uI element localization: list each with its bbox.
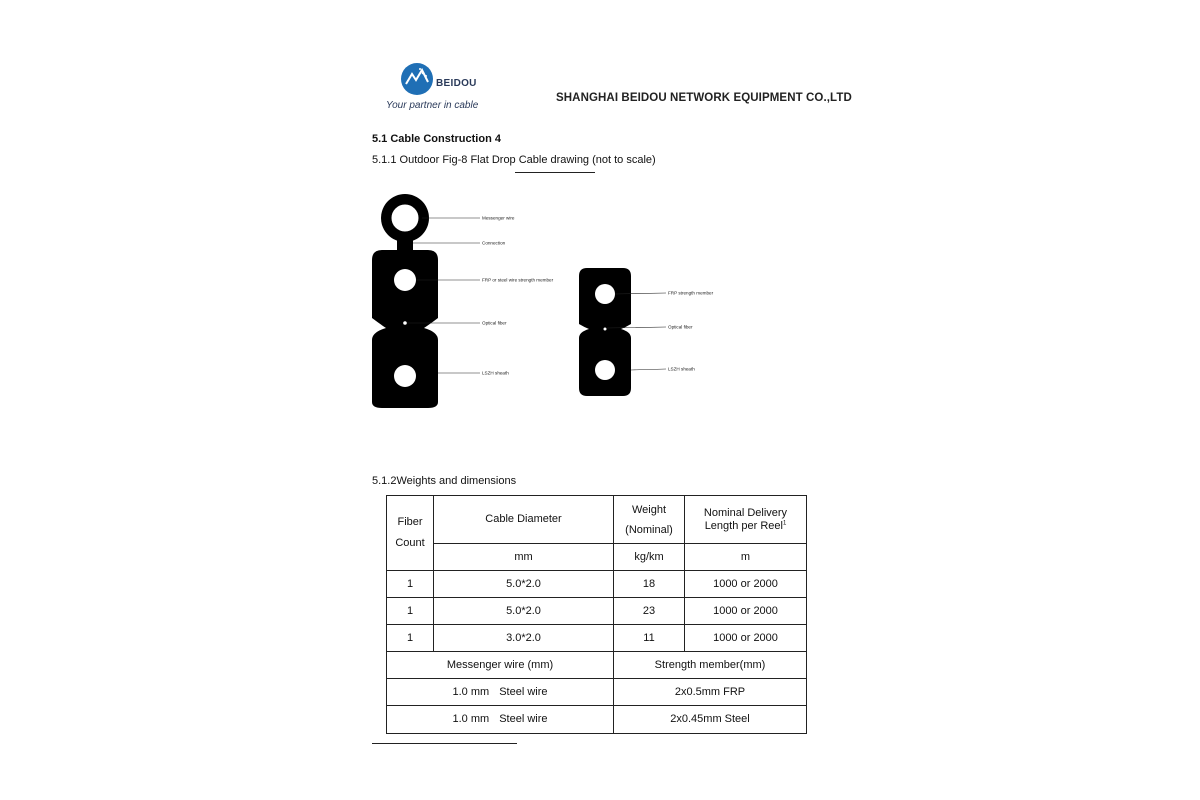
cell-diameter: 5.0*2.0 xyxy=(434,598,614,625)
header-cable-diameter: Cable Diameter xyxy=(434,496,614,544)
table-header-row xyxy=(387,496,807,544)
messenger-size: 1.0 mm xyxy=(452,713,490,726)
cell-diameter: 5.0*2.0 xyxy=(434,571,614,598)
cell-messenger-spec xyxy=(387,706,614,734)
table-units-row xyxy=(387,544,807,571)
weights-dimensions-table xyxy=(386,495,807,734)
cable-cross-section-drawing xyxy=(360,190,740,420)
label-optical-fiber: Optical fiber xyxy=(482,320,507,326)
caption-underline xyxy=(515,172,595,173)
unit-length: m xyxy=(685,544,807,571)
table-row xyxy=(387,625,807,652)
header-weight-line2: (Nominal) xyxy=(625,523,673,536)
table-row xyxy=(387,679,807,706)
messenger-size: 1.0 mm xyxy=(452,685,490,698)
flat-cable-small xyxy=(579,268,631,396)
label-lszh-sheath-right: LSZH sheath xyxy=(668,366,695,372)
header-weight xyxy=(614,496,685,544)
company-logo xyxy=(386,58,496,118)
table-caption: 5.1.2Weights and dimensions xyxy=(372,475,517,487)
footnote-separator xyxy=(372,743,517,744)
cell-messenger-spec xyxy=(387,679,614,706)
messenger-material: Steel wire xyxy=(499,685,548,698)
label-messenger-wire: Messenger wire xyxy=(482,215,515,221)
table-row xyxy=(387,706,807,734)
unit-weight: kg/km xyxy=(614,544,685,571)
label-frp-strength-member: FRP strength member xyxy=(668,290,714,296)
drawing-caption: 5.1.1 Outdoor Fig-8 Flat Drop Cable drawing (not to scale) xyxy=(372,154,656,166)
cell-fiber-count: 1 xyxy=(387,598,434,625)
cell-strength-spec: 2x0.45mm Steel xyxy=(614,706,807,734)
cell-length: 1000 or 2000 xyxy=(685,598,807,625)
cell-weight: 11 xyxy=(614,625,685,652)
subheader-messenger-wire: Messenger wire (mm) xyxy=(387,652,614,679)
table-row xyxy=(387,571,807,598)
label-strength-member: FRP or steel wire strength member xyxy=(482,277,554,283)
header-delivery-length xyxy=(685,496,807,544)
section-title: 5.1 Cable Construction 4 xyxy=(372,133,501,145)
subheader-strength-member: Strength member(mm) xyxy=(614,652,807,679)
cell-weight: 18 xyxy=(614,571,685,598)
table-subheader-row xyxy=(387,652,807,679)
header-delivery-line2: Length per Reel xyxy=(704,519,783,532)
header-weight-line1: Weight xyxy=(631,503,667,516)
beidou-globe-icon xyxy=(400,62,434,96)
logo-tagline: Your partner in cable xyxy=(386,100,479,111)
cell-length: 1000 or 2000 xyxy=(685,625,807,652)
label-optical-fiber-right: Optical fiber xyxy=(668,324,693,330)
messenger-material: Steel wire xyxy=(499,713,548,726)
company-name: SHANGHAI BEIDOU NETWORK EQUIPMENT CO.,LTD xyxy=(556,92,852,104)
fig8-cable-large xyxy=(372,194,438,408)
unit-diameter: mm xyxy=(434,544,614,571)
header-delivery-line1: Nominal Delivery xyxy=(703,506,788,519)
cell-weight: 23 xyxy=(614,598,685,625)
cell-strength-spec: 2x0.5mm FRP xyxy=(614,679,807,706)
cell-diameter: 3.0*2.0 xyxy=(434,625,614,652)
cell-fiber-count: 1 xyxy=(387,625,434,652)
cell-fiber-count: 1 xyxy=(387,571,434,598)
footnote-marker: 1 xyxy=(782,519,787,526)
header-fiber-count: Fiber Count xyxy=(387,496,434,571)
table-row xyxy=(387,598,807,625)
cell-length: 1000 or 2000 xyxy=(685,571,807,598)
label-lszh-sheath: LSZH sheath xyxy=(482,370,509,376)
label-connection: Connection xyxy=(482,240,506,246)
logo-brand-text: BEIDOU xyxy=(436,78,477,89)
